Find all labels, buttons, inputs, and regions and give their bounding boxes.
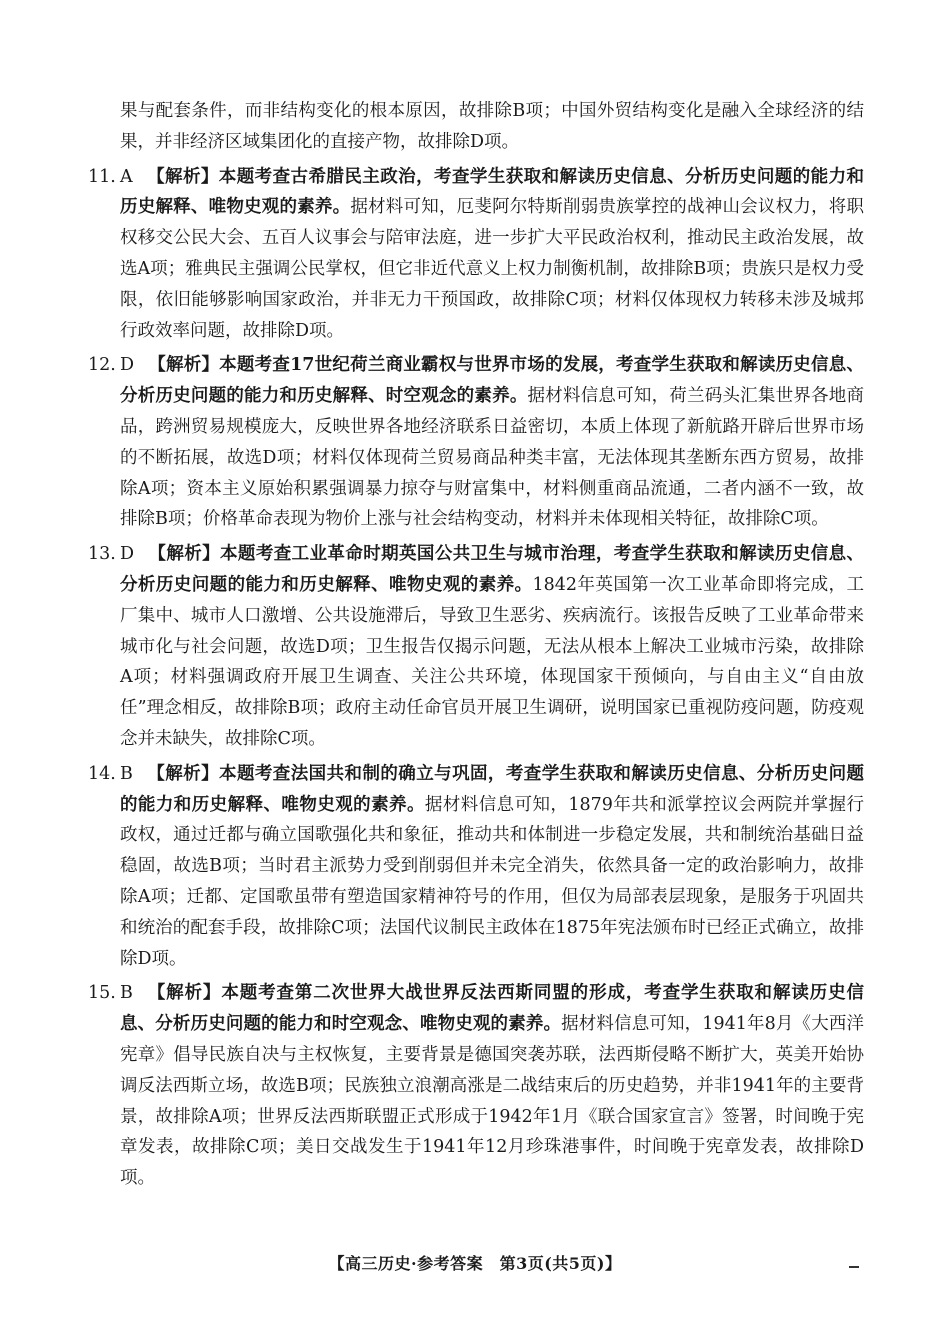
item-answer: A	[120, 166, 133, 187]
item-analysis-lead: 【解析】本题考查古希腊民主政治，考查学生获取和解读历史信息、分析历史问题的能力和历史解释、唯物史观的素养。	[120, 166, 864, 218]
item-analysis-lead: 【解析】本题考查第二次世界大战世界反法西斯同盟的形成，考查学生获取和解读历史信息、分析历史问题的能力和时空观念、唯物史观的素养。	[120, 983, 864, 1035]
answer-item-11	[88, 162, 864, 347]
item-number: 11.	[88, 166, 116, 187]
item-analysis-lead: 【解析】本题考查17世纪荷兰商业霸权与世界市场的发展，考查学生获取和解读历史信息、分析历史问题的能力和历史解释、时空观念的素养。	[120, 355, 864, 407]
item-answer: D	[120, 544, 135, 565]
continued-paragraph: 果与配套条件，而非结构变化的根本原因，故排除B项；中国外贸结构变化是融入全球经济的结果，并非经济区域集团化的直接产物，故排除D项。	[120, 101, 864, 152]
item-number: 12.	[88, 355, 116, 376]
answer-item-15	[88, 978, 864, 1194]
item-analysis-body: 据材料信息可知，1879年共和派掌控议会两院并掌握行政权，通过迁都与确立国歌强化共和象征，推动共和体制进一步稳定发展，共和制统治基础日益稳固，故选B项；当时君主派势力受到削弱但并未完全消失，依然具备一定的政治影响力，故排除A项；迁都、定国歌虽带有塑造国家精神符号的作用，但仅为局部表层现象，是服务于巩固共和统治的配套手段，故排除C项；法国代议制民主政体在1875年宪法颁布时已经正式确立，故排除D项。	[120, 794, 864, 969]
item-number: 14.	[88, 763, 116, 784]
item-answer: D	[120, 355, 135, 376]
item-number: 13.	[88, 544, 116, 565]
answer-item-13	[88, 539, 864, 755]
item-analysis-lead: 【解析】本题考查法国共和制的确立与巩固，考查学生获取和解读历史信息、分析历史问题的能力和历史解释、唯物史观的素养。	[120, 763, 864, 815]
item-analysis-lead: 【解析】本题考查工业革命时期英国公共卫生与城市治理，考查学生获取和解读历史信息、分析历史问题的能力和历史解释、唯物史观的素养。	[120, 544, 864, 595]
corner-mark	[849, 1266, 859, 1268]
page-footer: 【高三历史·参考答案 第3页(共5页)】	[328, 1254, 622, 1273]
item-analysis-body: 1842年英国第一次工业革命即将完成，工厂集中、城市人口激增、公共设施滞后，导致卫生恶劣、疾病流行。该报告反映了工业革命带来城市化与社会问题，故选D项；卫生报告仅揭示问题，无法从根本上解决工业城市污染，故排除A项；材料强调政府开展卫生调查、关注公共环境，体现国家干预倾向，与自由主义“自由放任”理念相反，故排除B项；政府主动任命官员开展卫生调研，说明国家已重视防疫问题，防疫观念并未缺失，故排除C项。	[120, 574, 864, 749]
item-answer: B	[120, 763, 133, 784]
item-analysis-body: 据材料信息可知，荷兰码头汇集世界各地商品，跨洲贸易规模庞大，反映世界各地经济联系日益密切，本质上体现了新航路开辟后世界市场的不断拓展，故选D项；材料仅体现荷兰贸易商品种类丰富，无法体现其垄断东西方贸易，故排除A项；资本主义原始积累强调暴力掠夺与财富集中，材料侧重商品流通，二者内涵不一致，故排除B项；价格革命表现为物价上涨与社会结构变动，材料并未体现相关特征，故排除C项。	[120, 386, 864, 530]
answer-content	[88, 96, 864, 1198]
item-number: 15.	[88, 983, 116, 1004]
item-answer: B	[120, 983, 133, 1004]
item-analysis-body: 据材料信息可知，1941年8月《大西洋宪章》倡导民族自决与主权恢复，主要背景是德国突袭苏联，法西斯侵略不断扩大，英美开始协调反法西斯立场，故选B项；民族独立浪潮高涨是二战结束后的历史趋势，并非1941年的主要背景，故排除A项；世界反法西斯联盟正式形成于1942年1月《联合国家宣言》签署，时间晚于宪章发表，故排除C项；美日交战发生于1941年12月珍珠港事件，时间晚于宪章发表，故排除D项。	[120, 1014, 864, 1189]
answer-item-14	[88, 759, 864, 975]
answer-item-12	[88, 350, 864, 535]
item-analysis-body: 据材料可知，厄斐阿尔特斯削弱贵族掌控的战神山会议权力，将职权移交公民大会、五百人议事会与陪审法庭，进一步扩大平民政治权利，推动民主政治发展，故选A项；雅典民主强调公民掌权，但它非近代意义上权力制衡机制，故排除B项；贵族只是权力受限，依旧能够影响国家政治，并非无力干预国政，故排除C项；材料仅体现权力转移未涉及城邦行政效率问题，故排除D项。	[120, 197, 865, 341]
